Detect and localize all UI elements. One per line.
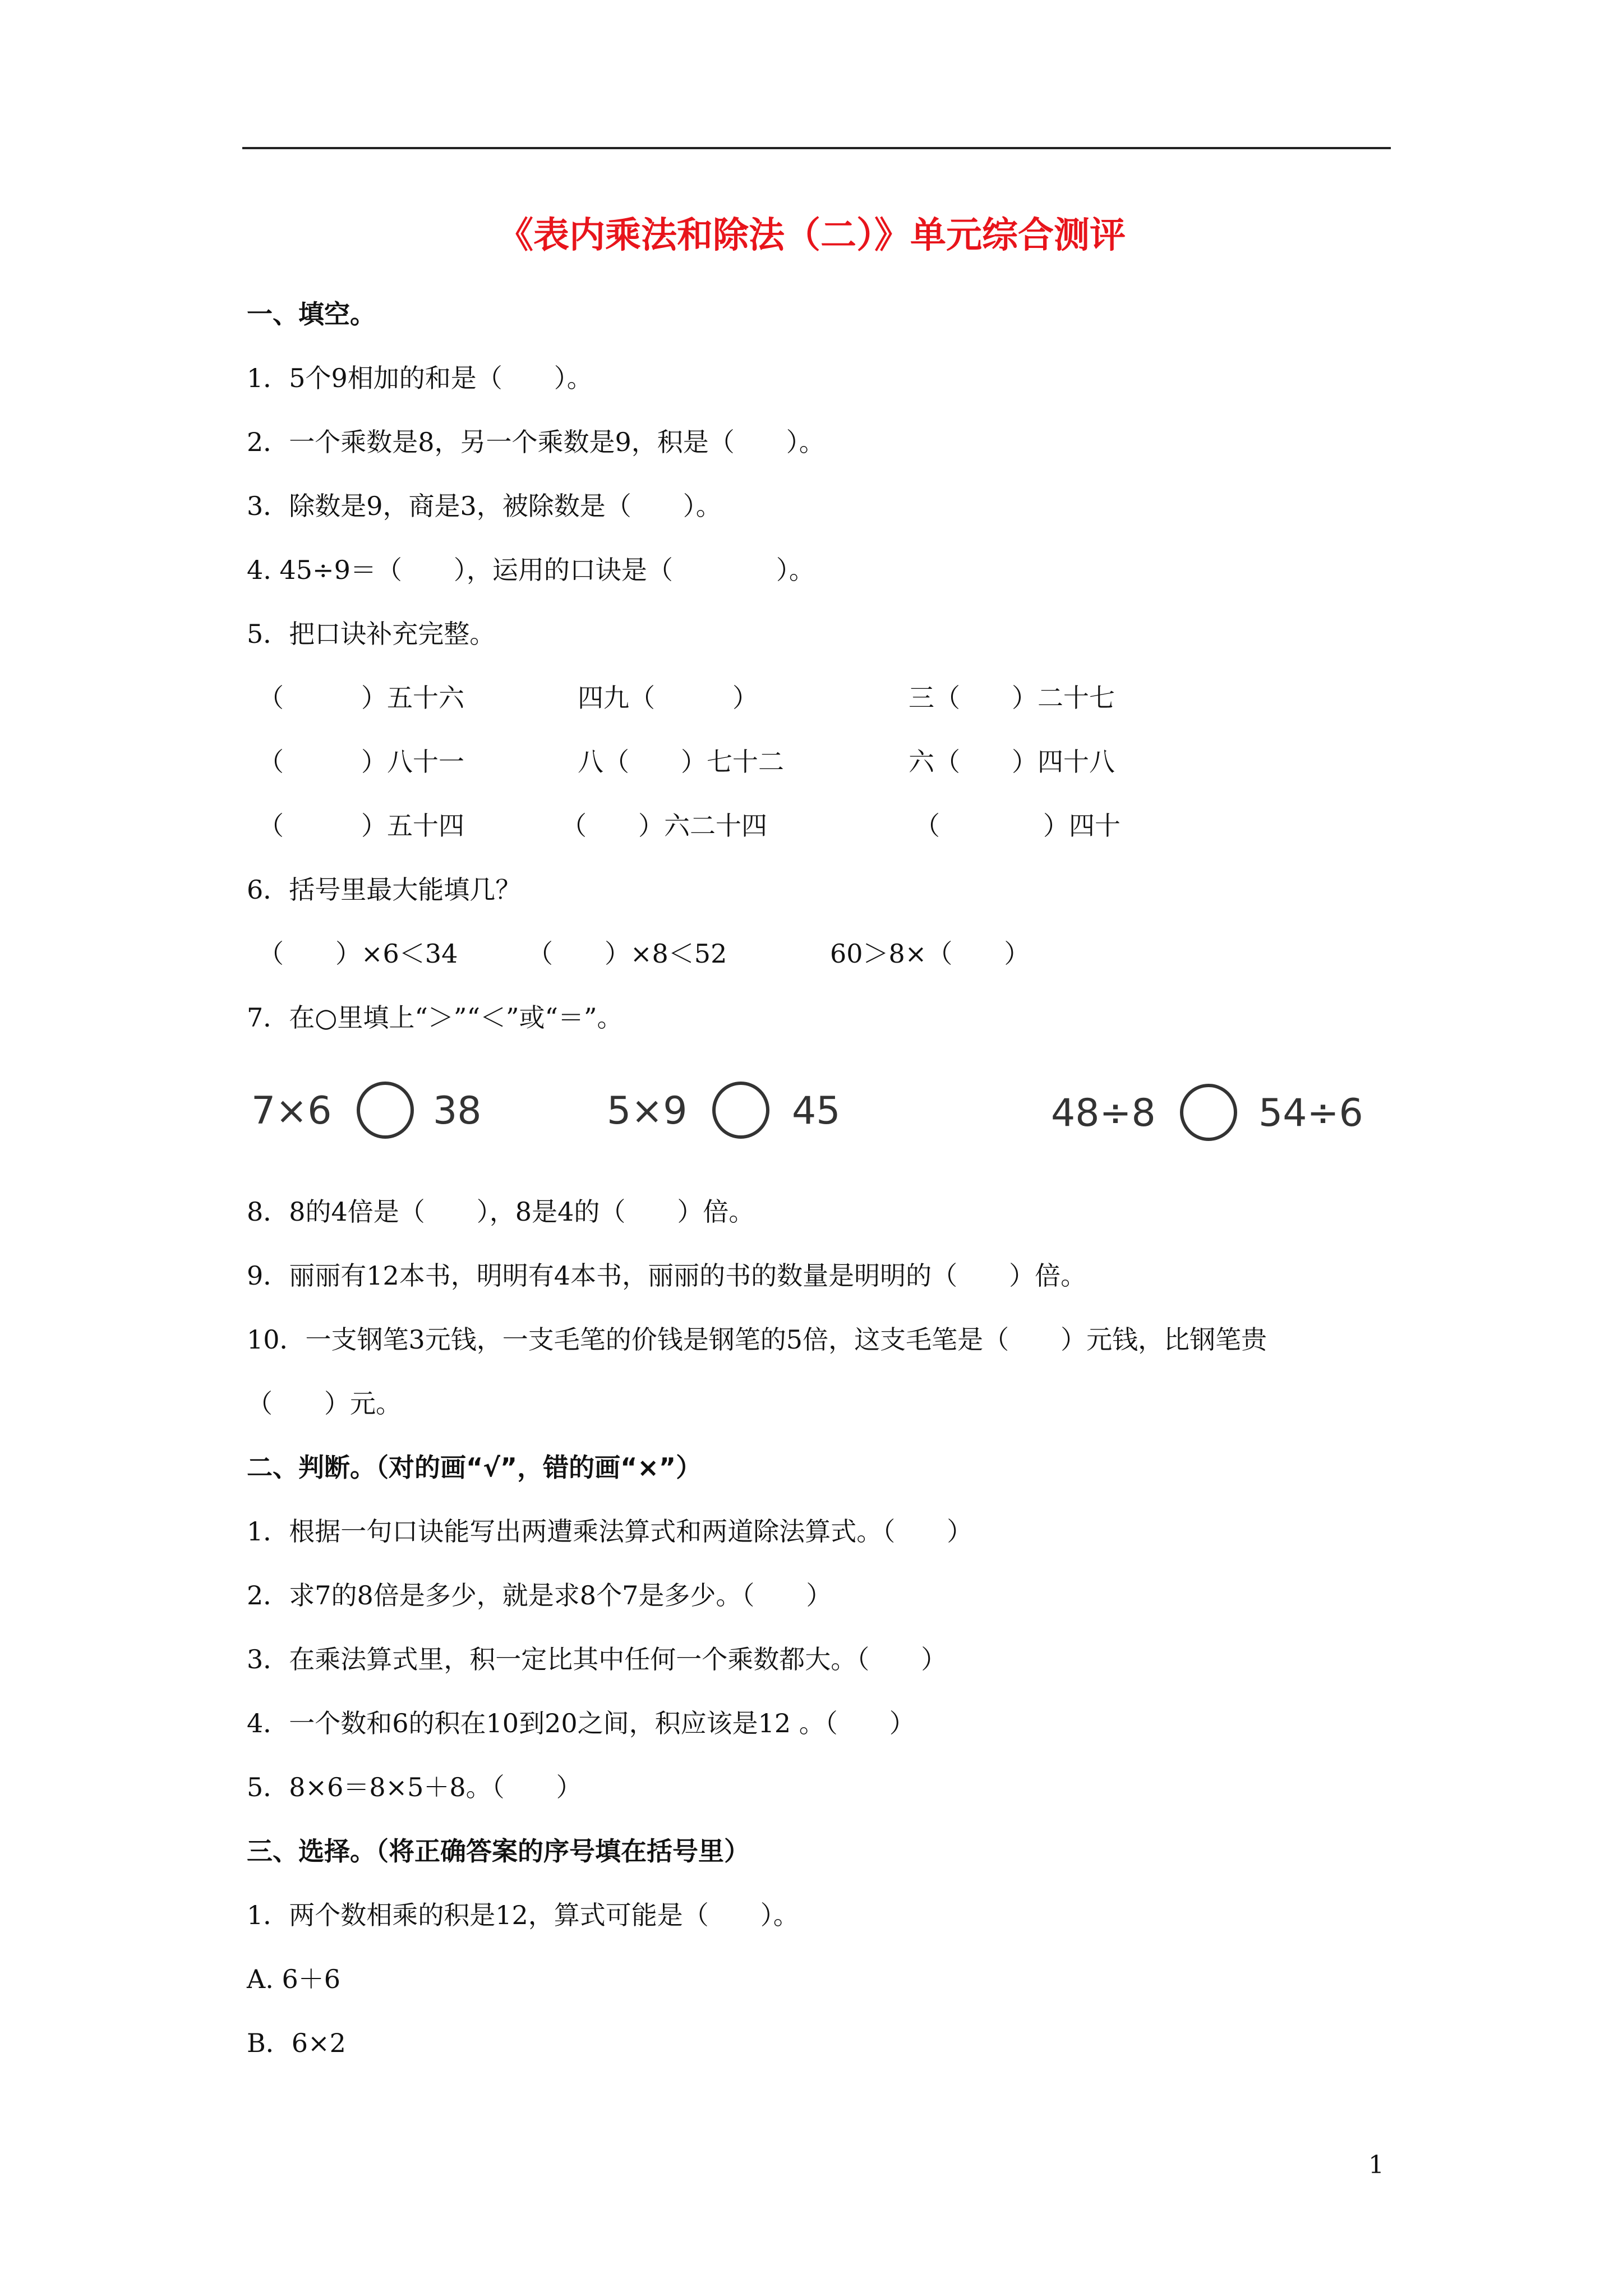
- rhyme-cell: （ ）五十六: [258, 683, 464, 713]
- inequality-item: 60＞8×（ ）: [830, 938, 1030, 969]
- question-1-8: 8．8的4倍是（ ），8是4的（ ）倍。: [247, 1197, 755, 1227]
- question-1-10-cont: （ ）元。: [247, 1388, 402, 1419]
- compare-right-1: 38: [433, 1089, 482, 1133]
- rhyme-cell: 三（ ）二十七: [909, 683, 1115, 713]
- question-1-7: 7．在○里填上“＞”“＜”或“＝”。: [247, 1002, 623, 1033]
- question-1-2: 2．一个乘数是8，另一个乘数是9，积是（ ）。: [247, 427, 825, 457]
- question-2-3: 3．在乘法算式里，积一定比其中任何一个乘数都大。（ ）: [247, 1644, 947, 1674]
- header-rule: [242, 147, 1391, 149]
- question-1-10: 10．一支钢笔3元钱，一支毛笔的价钱是钢笔的5倍，这支毛笔是（ ）元钱，比钢笔贵: [247, 1324, 1267, 1355]
- question-1-9: 9．丽丽有12本书，明明有4本书，丽丽的书的数量是明明的（ ）倍。: [247, 1260, 1087, 1291]
- compare-left-1: 7×6: [251, 1089, 332, 1133]
- inequality-item: （ ）×6＜34: [258, 938, 458, 969]
- question-1-6: 6．括号里最大能填几？: [247, 875, 522, 905]
- page-title: 《表内乘法和除法（二）》单元综合测评: [497, 215, 1126, 256]
- section3-heading: 三、选择。（将正确答案的序号填在括号里）: [247, 1836, 750, 1866]
- question-1-1: 1．5个9相加的和是（ ）。: [247, 363, 593, 393]
- question-2-4: 4．一个数和6的积在10到20之间，积应该是12 。（ ）: [247, 1708, 915, 1738]
- option-b: B．6×2: [247, 2028, 346, 2058]
- compare-circle-2[interactable]: [712, 1082, 769, 1139]
- question-2-2: 2．求7的8倍是多少，就是求8个7是多少。（ ）: [247, 1580, 832, 1611]
- question-1-5: 5．把口诀补充完整。: [247, 619, 496, 649]
- page-number: 1: [1368, 2151, 1384, 2179]
- rhyme-cell: 六（ ）四十八: [909, 747, 1115, 777]
- compare-circle-3[interactable]: [1180, 1084, 1237, 1141]
- rhyme-cell: 四九（ ）: [578, 683, 758, 713]
- rhyme-cell: （ ）五十四: [258, 811, 464, 841]
- rhyme-cell: （ ）八十一: [258, 747, 464, 777]
- compare-right-3: 54÷6: [1258, 1091, 1363, 1135]
- option-a: A. 6＋6: [247, 1964, 340, 1994]
- question-2-5: 5．8×6＝8×5＋8。（ ）: [247, 1772, 582, 1802]
- rhyme-cell: 八（ ）七十二: [578, 747, 784, 777]
- question-2-1: 1．根据一句口诀能写出两遭乘法算式和两道除法算式。（ ）: [247, 1516, 973, 1547]
- section2-heading: 二、判断。（对的画“√”，错的画“×”）: [247, 1452, 702, 1483]
- question-3-1: 1．两个数相乘的积是12，算式可能是（ ）。: [247, 1900, 799, 1930]
- rhyme-cell: （ ）六二十四: [561, 811, 767, 841]
- section1-heading: 一、填空。: [247, 299, 376, 329]
- rhyme-cell: （ ）四十: [914, 811, 1121, 841]
- compare-circle-1[interactable]: [357, 1082, 414, 1139]
- compare-left-3: 48÷8: [1051, 1091, 1156, 1135]
- compare-right-2: 45: [792, 1089, 841, 1133]
- inequality-item: （ ）×8＜52: [527, 938, 727, 969]
- compare-left-2: 5×9: [607, 1089, 688, 1133]
- question-1-3: 3．除数是9，商是3，被除数是（ ）。: [247, 491, 722, 521]
- question-1-4: 4. 45÷9＝（ ），运用的口诀是（ ）。: [247, 555, 815, 585]
